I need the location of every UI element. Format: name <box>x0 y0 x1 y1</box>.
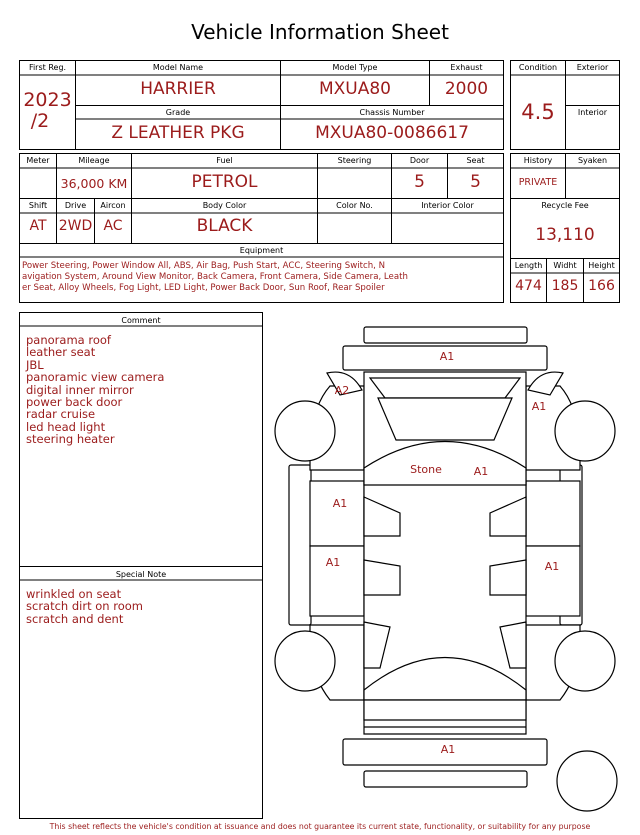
mileage-value: 36,000 KM <box>60 176 128 191</box>
page-title: Vehicle Information Sheet <box>191 20 449 44</box>
rear-left-tire <box>275 631 335 691</box>
grade-value: Z LEATHER PKG <box>111 123 245 143</box>
front-right-tire <box>555 401 615 461</box>
comment-label: Comment <box>121 316 161 325</box>
model-name-label: Model Name <box>152 63 204 72</box>
model-type-label: Model Type <box>332 63 378 72</box>
chassis-value: MXUA80-0086617 <box>315 123 469 143</box>
right-front-door <box>526 481 580 546</box>
equipment-line: er Seat, Alloy Wheels, Fog Light, LED Light, Power Back Door, Sun Roof, Rear Spoiler <box>22 283 385 293</box>
left-front-door <box>310 481 364 546</box>
steering-label: Steering <box>337 156 372 165</box>
trunk <box>364 700 526 720</box>
door-value: 5 <box>414 172 425 192</box>
hood-panel <box>378 398 512 440</box>
spare-tire <box>557 751 617 811</box>
drive-label: Drive <box>64 201 87 210</box>
fuel-label: Fuel <box>216 156 233 165</box>
interior-color-label: Interior Color <box>421 201 474 210</box>
aircon-label: Aircon <box>100 201 126 210</box>
damage-front-left: A2 <box>334 384 350 397</box>
grade-label: Grade <box>165 108 191 117</box>
damage-roof: A1 <box>439 350 455 363</box>
meter-label: Meter <box>26 156 50 165</box>
comment-item: JBL <box>26 357 44 372</box>
comment-item: digital inner mirror <box>26 382 134 397</box>
mileage-label: Mileage <box>78 156 110 165</box>
damage-rear-bumper: A1 <box>440 743 456 756</box>
seat-value: 5 <box>470 172 481 192</box>
equipment-label: Equipment <box>239 246 284 255</box>
height-label: Height <box>588 261 615 270</box>
special-note-item: scratch dirt on room <box>26 599 143 614</box>
drive-value: 2WD <box>58 218 93 234</box>
comment-item: radar cruise <box>26 407 96 422</box>
exterior-label: Exterior <box>576 63 609 72</box>
comment-item: power back door <box>26 395 123 410</box>
exhaust-label: Exhaust <box>450 63 483 72</box>
seat-label: Seat <box>466 156 485 165</box>
disclaimer-footer: This sheet reflects the vehicle's condition at issuance and does not guarantee its current state, functionality, or suitability for any purpose <box>49 822 591 831</box>
width-label: Widht <box>553 261 577 270</box>
syaken-label: Syaken <box>577 156 608 165</box>
right-rear-window <box>490 560 526 595</box>
comment-item: panoramic view camera <box>26 370 165 385</box>
special-note-item: wrinkled on seat <box>26 587 122 601</box>
front-left-tire <box>275 401 335 461</box>
width-value: 185 <box>551 278 579 294</box>
recycle-fee-value: 13,110 <box>535 225 595 245</box>
damage-left-rear-door: A1 <box>325 556 341 569</box>
length-label: Length <box>514 261 543 270</box>
comment-item: led head light <box>26 419 106 434</box>
damage-left-front-door: A1 <box>332 497 348 510</box>
comment-item: panorama roof <box>26 333 111 347</box>
left-side-strip <box>289 465 311 625</box>
fuel-value: PETROL <box>191 172 258 192</box>
door-label: Door <box>409 156 430 165</box>
body-color-label: Body Color <box>202 201 247 210</box>
equipment-line: Power Steering, Power Window All, ABS, Air Bag, Push Start, ACC, Steering Switch, N <box>22 261 386 271</box>
damage-windshield-stone: Stone <box>410 463 442 476</box>
first-reg-label: First Reg. <box>28 63 67 72</box>
recycle-fee-label: Recycle Fee <box>541 201 589 210</box>
color-no-label: Color No. <box>336 201 373 210</box>
equipment-line: avigation System, Around View Monitor, Back Camera, Front Camera, Side Camera, Leath <box>22 272 408 282</box>
rear-bumper-bottom <box>364 771 527 787</box>
shift-value: AT <box>29 218 47 234</box>
length-value: 474 <box>515 278 542 294</box>
comment-item: steering heater <box>26 432 115 447</box>
left-rear-window <box>364 560 400 595</box>
damage-windshield: A1 <box>473 465 489 478</box>
damage-right-rear-door: A1 <box>544 560 560 573</box>
model-name-value: HARRIER <box>140 79 216 99</box>
history-label: History <box>523 156 553 165</box>
front-bumper-top <box>364 327 527 343</box>
first-reg-month: /2 <box>30 110 50 132</box>
rear-right-tire <box>555 631 615 691</box>
damage-front-right: A1 <box>531 400 547 413</box>
special-note-label: Special Note <box>115 570 167 579</box>
model-type-value: MXUA80 <box>318 79 392 99</box>
aircon-value: AC <box>103 218 123 234</box>
hood <box>370 378 520 398</box>
history-value: PRIVATE <box>518 177 558 188</box>
shift-label: Shift <box>28 201 48 210</box>
right-rear-door <box>526 546 580 616</box>
height-value: 166 <box>588 278 615 294</box>
interior-label: Interior <box>577 108 608 117</box>
chassis-label: Chassis Number <box>359 108 425 117</box>
first-reg-year: 2023 <box>23 89 72 111</box>
comment-item: leather seat <box>26 345 96 360</box>
exhaust-value: 2000 <box>444 79 489 99</box>
condition-value: 4.5 <box>521 100 555 124</box>
condition-label: Condition <box>518 63 558 72</box>
body-color-value: BLACK <box>196 216 253 236</box>
special-note-item: scratch and dent <box>26 611 124 626</box>
